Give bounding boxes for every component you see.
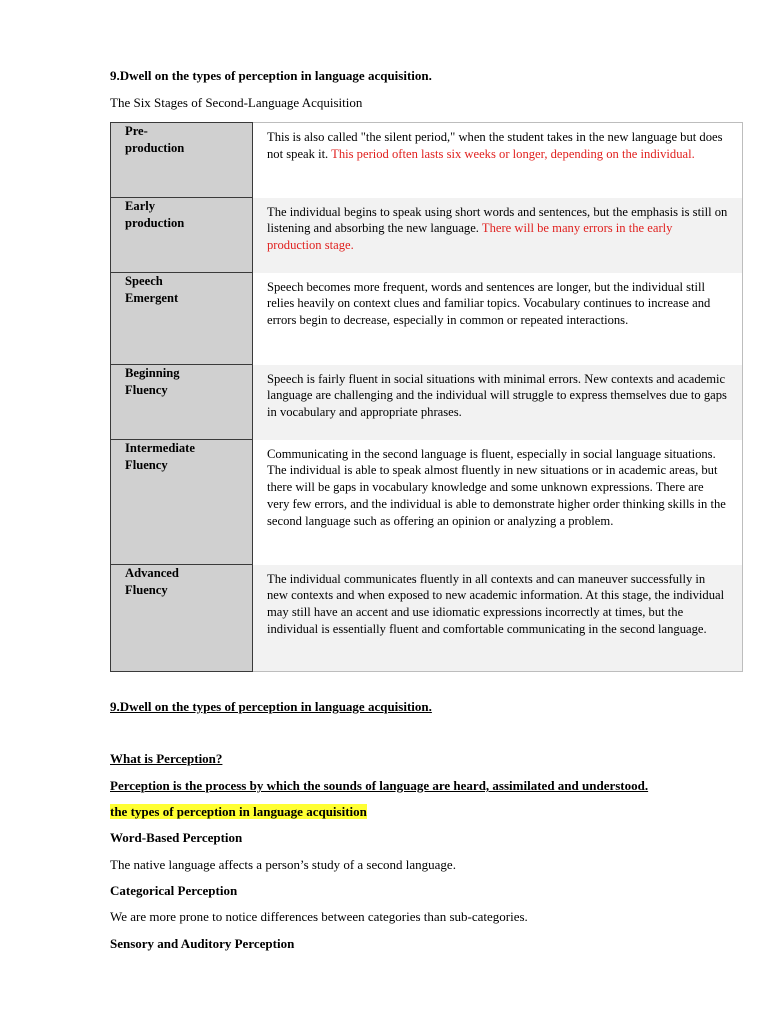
table-caption: The Six Stages of Second-Language Acquisition — [110, 95, 363, 110]
stage-name — [111, 273, 253, 365]
what-is-perception-heading: What is Perception? — [110, 751, 223, 766]
types-heading — [110, 804, 367, 820]
stage-name-line: Beginning Fluency — [125, 366, 180, 397]
table-row — [111, 365, 743, 440]
stage-name — [111, 365, 253, 440]
table-row — [111, 440, 743, 565]
table-row — [111, 198, 743, 273]
table-row — [111, 123, 743, 198]
stage-highlight-text: There will be many errors in the early production stage. — [267, 221, 673, 253]
stage-description — [253, 273, 743, 365]
stage-name-line: Intermediate Fluency — [125, 441, 195, 472]
table-row — [111, 273, 743, 365]
stage-description — [253, 123, 743, 198]
stage-description — [253, 365, 743, 440]
question-heading: 9.Dwell on the types of perception in language acquisition. — [110, 68, 432, 83]
stage-name — [111, 440, 253, 565]
stage-description — [253, 565, 743, 672]
stage-name — [111, 565, 253, 672]
stages-table — [110, 122, 743, 672]
perception-definition: Perception is the process by which the sounds of language are heard, assimilated and understood. — [110, 778, 649, 793]
word-based-title: Word-Based Perception — [110, 830, 243, 845]
word-based-text: The native language affects a person’s study of a second language. — [110, 857, 456, 872]
stage-text: Speech is fairly fluent in social situations with minimal errors. New contexts and academic language are challenging and the individual will struggle to express themselves due to gaps in vocabulary and appropriate phrases. — [267, 371, 727, 420]
stage-text: The individual begins to speak using short words and sentences, but the emphasis is still on listening and absorbing the new language. — [267, 204, 728, 236]
sensory-title: Sensory and Auditory Perception — [110, 936, 295, 951]
stage-description — [253, 198, 743, 273]
stage-name-line: Pre- production — [125, 124, 185, 155]
stage-name-line: Speech Emergent — [125, 274, 179, 305]
categorical-text: We are more prone to notice differences between categories than sub-categories. — [110, 909, 528, 924]
stage-text: Communicating in the second language is fluent, especially in social language situations. The individual is able to speak almost fluently in new situations or in academic areas, but there will be gaps in vocabulary knowledge and some unknown expressions. There are very few errors, and the individual is able to demonstrate higher order thinking skills in the second language such as offering an opinion or analyzing a problem. — [267, 446, 726, 528]
stage-description — [253, 440, 743, 565]
stage-text: This is also called "the silent period," when the student takes in the new language but does not speak it. — [267, 130, 723, 161]
table-row — [111, 565, 743, 672]
stage-name — [111, 123, 253, 198]
categorical-title: Categorical Perception — [110, 883, 238, 898]
stage-name-line: Early production — [125, 199, 185, 230]
stage-highlight-text: This period often lasts six weeks or longer, depending on the individual. — [331, 146, 695, 161]
question-heading-repeat: 9.Dwell on the types of perception in language acquisition. — [110, 699, 432, 714]
stage-text: The individual communicates fluently in all contexts and can maneuver successfully in new contexts and when exposed to new academic information. At this stage, the individual may still have an accent and use idiomatic expressions incorrectly at times, but the individual is essentially fluent and comfortable communicating in the second language. — [267, 571, 725, 636]
stage-name — [111, 198, 253, 273]
types-heading-highlight: the types of perception in language acquisition — [110, 804, 367, 819]
stage-name-line: Advanced Fluency — [125, 566, 179, 597]
stage-text: Speech becomes more frequent, words and sentences are longer, but the individual still relies heavily on context clues and familiar topics. Vocabulary continues to increase and errors begin to decrease, especially in common or repeated interactions. — [267, 279, 711, 328]
